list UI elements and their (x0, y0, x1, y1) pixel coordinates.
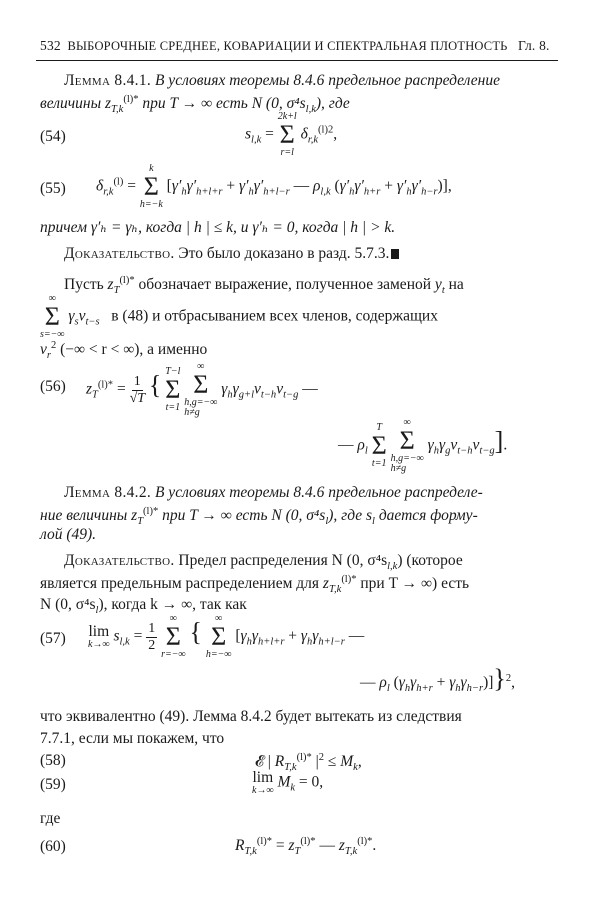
proof-2-e: N (0, σ⁴s (40, 596, 96, 613)
gde-word: где (40, 810, 61, 827)
eq-57-label: (57) (40, 630, 66, 647)
lemma-842-a: В условиях теоремы 8.4.6 предельное распределе- (154, 484, 483, 501)
para-1-line3: $v_r^2$ (−∞ < r < ∞), а именно (40, 340, 208, 361)
para-1-line1: Пусть $z_T^{(l)*}$ обозначает выражение, полученное заменой $y_t$ на (64, 275, 464, 296)
eq-57-line2: — $\rho_l$ $(\gamma_h\gamma_{h+r} + \gamma_h\gamma_{h-r})]\}^2$, (360, 664, 516, 694)
eq-56-line2: — $\rho_l$ T Σ t=1 ∞ Σ h,g=−∞ h≠g $\gamma_h\gamma_gv_{t-h}v_{t-g}$]. (338, 417, 508, 474)
lemma-841-text-a: В условиях теоремы 8.4.6 предельное распределение (154, 72, 500, 89)
lemma-841-line1 (64, 72, 500, 90)
proof-2-line1: Доказательство. Предел распределения N (0, $\sigma^4s_{l,k}$) (которое (64, 552, 463, 572)
eq-60: $R_{T,k}^{(l)*} = z_T^{(l)*}$ — $z_{T,k}^{(l)*}$. (235, 836, 377, 857)
eq-60-label: (60) (40, 838, 66, 855)
eq-55-label: (55) (40, 180, 66, 197)
para-1-line2: ∞ Σ s=−∞ $\gamma_sv_{t-s}$ в (48) и отбрасыванием всех членов, содержащих (40, 293, 438, 340)
lemma-841-label: Лемма 8.4.1. (64, 72, 152, 89)
header-rule (36, 60, 558, 61)
lemma-842-line1 (64, 484, 483, 502)
para-1-a: Пусть (64, 276, 104, 293)
lemma-842-e: дается форму- (378, 507, 478, 524)
eq-58-label: (58) (40, 752, 66, 769)
lemma-841-line2: величины $z_{T,k}^{(l)*}$ при T → ∞ есть N (0, $\sigma^4s_{l,k}$), где (40, 94, 350, 115)
para-2-line1: что эквивалентно (49). Лемма 8.4.2 будет вытекать из следствия (40, 708, 462, 725)
eq-54: $s_{l,k}$ = 2k+l Σ r=l $\delta_{r,k}^{(l)2}$, (245, 111, 338, 158)
proof-2-line3: N (0, $\sigma^4s_l$), когда k → ∞, так как (40, 596, 247, 616)
eq-59: lim k→∞ $M_k = 0$, (252, 769, 324, 796)
proviso-line: причем γ′ₕ = γₕ, когда | h | ≤ k, и γ′ₕ = 0, когда | h | > k. (40, 219, 396, 236)
eq-59-label: (59) (40, 776, 66, 793)
page-number: 532 (40, 38, 61, 53)
proof-2-a: Предел распределения N (0, σ⁴s (178, 552, 388, 569)
running-title: ВЫБОРОЧНЫЕ СРЕДНЕЕ, КОВАРИАЦИИ И СПЕКТРАЛЬНАЯ ПЛОТНОСТЬ (67, 39, 508, 53)
proof-2-line2: является предельным распределением для $z_{T,k}^{(l)*}$ при T → ∞) есть (40, 574, 470, 595)
lemma-842-line3 (40, 526, 96, 544)
eq-55: $\delta_{r,k}^{(l)}$ = k Σ h=−k [$\gamma'_h\gamma'_{h+l+r} + \gamma'_h\gamma'_{h+l-r}$ — $\rho_{l,k}$ $(\gamma'_h\gamma'_{h+r} + \gamma'_h\gamma'_{h-r})$], (96, 163, 452, 210)
proof-1-text: Это было доказано в разд. 5.7.3. (178, 245, 390, 262)
eq-57-line1: lim k→∞ $s_{l,k}$ = $\frac{1}{2}$ ∞ Σ r=−∞ { ∞ Σ h=−∞ [$\gamma_h\gamma_{h+l+r} + \gamma_h\gamma_{h+l-r}$ — (88, 613, 365, 660)
lemma-842-b: ние величины (40, 507, 128, 524)
lemma-842-d: ), где s (328, 507, 373, 524)
lemma-841-text-c: при T → ∞ есть N (0, σ⁴s (142, 95, 306, 112)
eq-56-line1: $z_T^{(l)*}$ = $\frac{1}{√T}$ { T−l Σ t=1 ∞ Σ h,g=−∞ h≠g $\gamma_h\gamma_{g+l}v_{t-h}v_{t-g}$ — (86, 361, 318, 418)
proof-2-d: при T → ∞) есть (360, 575, 470, 592)
lemma-842-c: при T → ∞ есть N (0, σ⁴s (162, 507, 326, 524)
proof-1 (64, 245, 399, 263)
lemma-842-label: Лемма 8.4.2. (64, 484, 152, 501)
lemma-841-text-b: величины (40, 95, 102, 112)
eq-54-label: (54) (40, 128, 66, 145)
para-1-c: на (448, 276, 464, 293)
proof-2-b: ) (которое (397, 552, 463, 569)
chapter-label: Гл. 8. (518, 38, 550, 53)
proof-2-f: ), когда k → ∞, так как (98, 596, 247, 613)
proof-1-label: Доказательство. (64, 245, 175, 262)
lemma-841-text-d: ), где (315, 95, 350, 112)
eq-58: 𝓔 | $R_{T,k}^{(l)*}$ $|^2 \le M_k$, (255, 752, 362, 773)
running-header (40, 38, 550, 54)
qed-mark (391, 249, 399, 259)
proof-2-c: является предельным распределением для (40, 575, 320, 592)
lemma-842-line2: ние величины $z_T^{(l)*}$ при T → ∞ есть N (0, $\sigma^4s_l$), где $s_l$ дается форму- (40, 506, 478, 527)
para-1-e: (−∞ < r < ∞), а именно (60, 341, 208, 358)
proof-2-label: Доказательство. (64, 552, 175, 569)
para-1-b: обозначает выражение, полученное заменой (138, 276, 432, 293)
eq-56-label: (56) (40, 378, 66, 395)
lemma-842-f: лой (49). (40, 526, 97, 543)
para-1-d: в (48) и отбрасыванием всех членов, содержащих (111, 307, 438, 325)
para-2-line2: 7.7.1, если мы покажем, что (40, 730, 225, 747)
